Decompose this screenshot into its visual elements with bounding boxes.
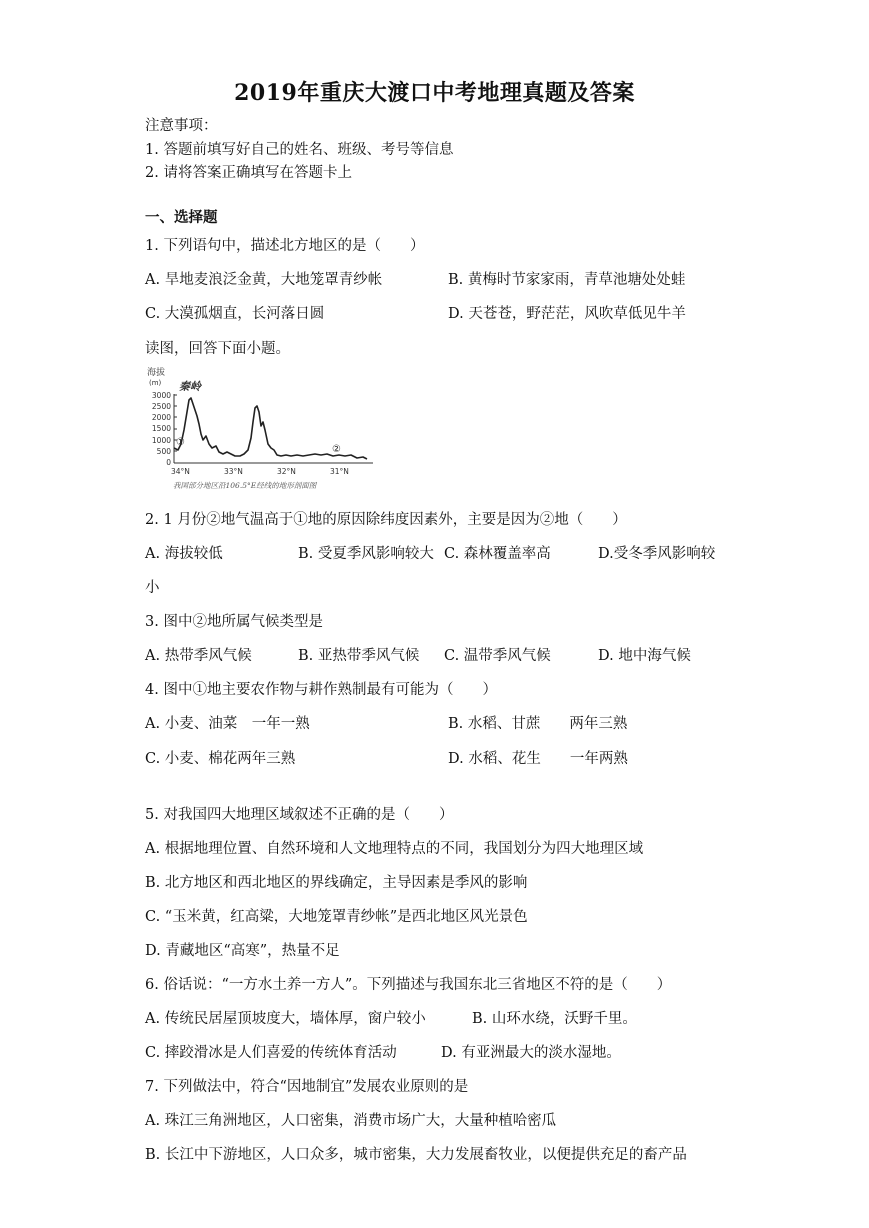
y-tick-2000: 2000 [151,413,171,422]
q3-option-b: B. 亚热带季风气候 [298,648,420,664]
q4-option-d: D. 水稻、花生 一年两熟 [448,751,628,767]
q2-option-d-wrap: 小 [145,580,160,596]
q1-option-b: B. 黄梅时节家家雨，青草池塘处处蛙 [448,272,686,288]
terrain-profile-figure [145,364,375,496]
terrain-profile-svg [145,364,375,496]
page-title: 2019年重庆大渡口中考地理真题及答案 [234,80,635,106]
q1-option-d: D. 天苍苍，野茫茫，风吹草低见牛羊 [448,306,686,322]
q7-stem: 7. 下列做法中，符合“因地制宜”发展农业原则的是 [145,1079,469,1095]
q6-stem: 6. 俗话说：“一方水土养一方人”。下列描述与我国东北三省地区不符的是（ ） [145,977,672,993]
y-axis-label: 海拔 [147,368,166,378]
q3-option-d: D. 地中海气候 [598,648,691,664]
x-tick-34n: 34°N [171,467,190,476]
q2-option-d: D.受冬季风影响较 [598,546,716,562]
q4-stem: 4. 图中①地主要农作物与耕作熟制最有可能为（ ） [145,682,497,698]
note-item-1: 1. 答题前填写好自己的姓名、班级、考号等信息 [145,142,454,158]
q3-option-c: C. 温带季风气候 [444,648,551,664]
note-item-2: 2. 请将答案正确填写在答题卡上 [145,165,352,181]
y-tick-1000: 1000 [151,436,171,445]
q4-option-b: B. 水稻、甘蔗 两年三熟 [448,716,628,732]
q4-option-a: A. 小麦、油菜 一年一熟 [145,716,310,732]
q5-stem: 5. 对我国四大地理区域叙述不正确的是（ ） [145,807,454,823]
y-tick-0: 0 [166,458,171,467]
q3-stem: 3. 图中②地所属气候类型是 [145,614,323,630]
figure-caption: 我国部分地区沿106.5°E经线的地形剖面图 [173,481,317,490]
q2-stem: 2. 1 月份②地气温高于①地的原因除纬度因素外，主要是因为②地（ ） [145,512,627,528]
y-axis-unit: (m) [149,379,162,387]
x-tick-31n: 31°N [330,467,349,476]
q7-option-b: B. 长江中下游地区，人口众多，城市密集，大力发展畜牧业，以便提供充足的畜产品 [145,1147,687,1163]
y-tick-3000: 3000 [151,391,171,400]
read-figure-prompt: 读图，回答下面小题。 [145,341,290,357]
q5-option-d: D. 青藏地区“高寒”，热量不足 [145,943,340,959]
q2-option-b: B. 受夏季风影响较大 [298,546,434,562]
q6-option-d: D. 有亚洲最大的淡水湿地。 [441,1045,621,1061]
marker-1: ① [176,437,185,448]
q5-option-b: B. 北方地区和西北地区的界线确定，主导因素是季风的影响 [145,875,528,891]
y-tick-500: 500 [156,447,171,456]
y-tick-1500: 1500 [151,424,171,433]
q2-option-c: C. 森林覆盖率高 [444,546,551,562]
x-tick-32n: 32°N [277,467,296,476]
marker-2: ② [332,444,341,455]
mountain-label: 秦岭 [179,380,201,393]
q1-option-a: A. 旱地麦浪泛金黄，大地笼罩青纱帐 [145,272,383,288]
q5-option-a: A. 根据地理位置、自然环境和人文地理特点的不同，我国划分为四大地理区域 [145,841,644,857]
q3-option-a: A. 热带季风气候 [145,648,252,664]
notes-heading: 注意事项： [145,118,218,134]
section-heading: 一、选择题 [145,209,218,226]
q1-option-c: C. 大漠孤烟直，长河落日圆 [145,306,325,322]
x-tick-33n: 33°N [224,467,243,476]
q6-option-a: A. 传统民居屋顶坡度大，墙体厚，窗户较小 [145,1011,426,1027]
q6-option-b: B. 山环水绕，沃野千里。 [472,1011,637,1027]
q1-stem: 1. 下列语句中，描述北方地区的是（ ） [145,238,425,254]
q5-option-c: C. “玉米黄，红高粱，大地笼罩青纱帐”是西北地区风光景色 [145,909,528,925]
q6-option-c: C. 摔跤滑冰是人们喜爱的传统体育活动 [145,1045,397,1061]
q2-option-a: A. 海拔较低 [145,546,223,562]
q4-option-c: C. 小麦、棉花两年三熟 [145,751,296,767]
y-tick-2500: 2500 [151,402,171,411]
q7-option-a: A. 珠江三角洲地区，人口密集，消费市场广大，大量种植哈密瓜 [145,1113,557,1129]
